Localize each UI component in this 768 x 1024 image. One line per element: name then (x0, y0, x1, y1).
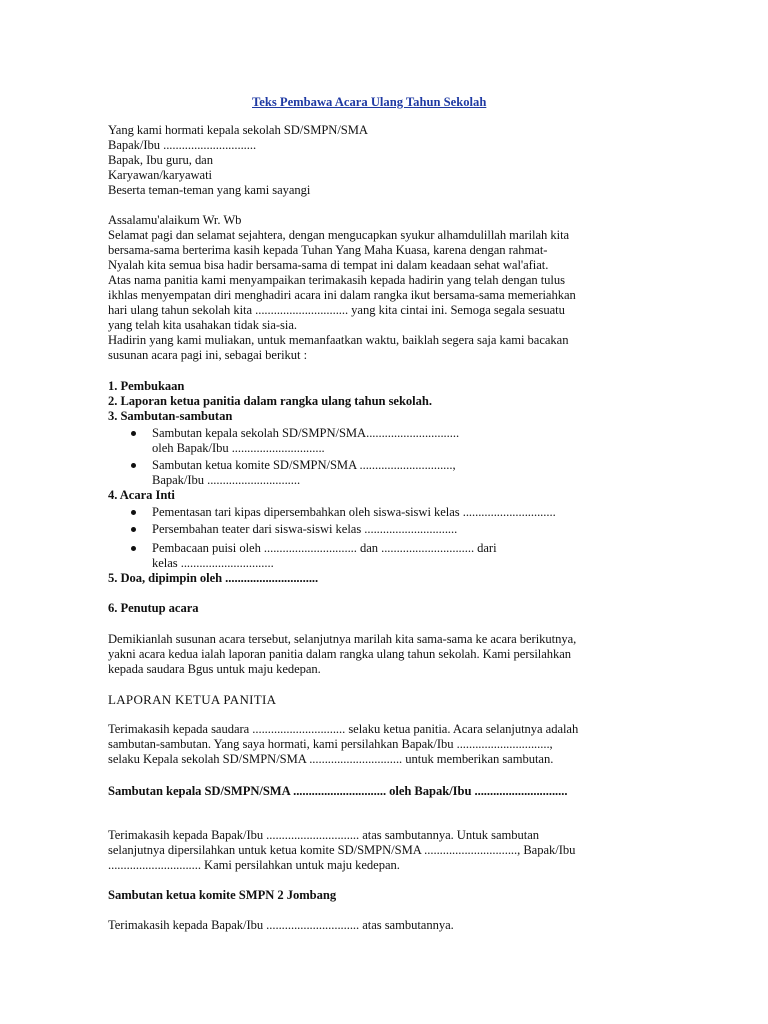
agenda-item-4: 4. Acara Inti (108, 488, 175, 502)
agenda-bullet: Sambutan ketua komite SD/SMPN/SMA .............................., (152, 458, 456, 472)
agenda-bullet: Sambutan kepala sekolah SD/SMPN/SMA.............................. (152, 426, 460, 440)
opening-line: Nyalah kita semua bisa hadir bersama-sama di tempat ini dalam keadaan sehat wal'afiat. (108, 258, 549, 272)
report-line: Terimakasih kepada saudara .............................. selaku ketua panitia. Acara selanjutnya adalah (108, 722, 579, 736)
bullet-icon (131, 546, 136, 551)
agenda-bullet: Pementasan tari kipas dipersembahkan oleh siswa-siswi kelas .............................. (152, 505, 556, 519)
greeting-line: Bapak, Ibu guru, dan (108, 153, 213, 167)
after-speech2-line: Terimakasih kepada Bapak/Ibu .............................. atas sambutannya. (108, 918, 454, 932)
after-speech1-line: selanjutnya dipersilahkan untuk ketua komite SD/SMPN/SMA .............................., Bapak/Ibu (108, 843, 576, 857)
agenda-bullet-continuation: kelas .............................. (152, 556, 274, 570)
opening-line: susunan acara pagi ini, sebagai berikut : (108, 348, 308, 362)
bullet-icon (131, 463, 136, 468)
report-line: selaku Kepala sekolah SD/SMPN/SMA .............................. untuk memberikan sambutan. (108, 752, 554, 766)
opening-line: Selamat pagi dan selamat sejahtera, dengan mengucapkan syukur alhamdulillah marilah kita (108, 228, 570, 242)
report-line: sambutan-sambutan. Yang saya hormati, kami persilahkan Bapak/Ibu .............................., (108, 737, 553, 751)
agenda-item-2: 2. Laporan ketua panitia dalam rangka ulang tahun sekolah. (108, 394, 432, 408)
opening-line: yang telah kita usahakan tidak sia-sia. (108, 318, 297, 332)
report-heading: LAPORAN KETUA PANITIA (108, 692, 277, 707)
greeting-line: Yang kami hormati kepala sekolah SD/SMPN/SMA (108, 123, 368, 137)
agenda-item-1: 1. Pembukaan (108, 379, 185, 393)
bullet-icon (131, 431, 136, 436)
bullet-icon (131, 527, 136, 532)
agenda-bullet-continuation: oleh Bapak/Ibu .............................. (152, 441, 325, 455)
speech1-heading: Sambutan kepala SD/SMPN/SMA .............................. oleh Bapak/Ibu .............................. (108, 784, 568, 798)
closing-line: yakni acara kedua ialah laporan panitia dalam rangka ulang tahun sekolah. Kami persilahkan (108, 647, 572, 661)
agenda-item-5: 5. Doa, dipimpin oleh .............................. (108, 571, 319, 585)
greeting-line: Bapak/Ibu .............................. (108, 138, 257, 152)
agenda-bullet-continuation: Bapak/Ibu .............................. (152, 473, 301, 487)
document-title: Teks Pembawa Acara Ulang Tahun Sekolah (252, 95, 487, 109)
after-speech1-line: .............................. Kami persilahkan untuk maju kedepan. (108, 858, 400, 872)
speech2-heading: Sambutan ketua komite SMPN 2 Jombang (108, 888, 337, 902)
greeting-line: Karyawan/karyawati (108, 168, 212, 182)
agenda-bullet: Pembacaan puisi oleh .............................. dan .............................. dari (152, 541, 497, 555)
after-speech1-line: Terimakasih kepada Bapak/Ibu .............................. atas sambutannya. Untuk sambutan (108, 828, 540, 842)
agenda-item-6: 6. Penutup acara (108, 601, 199, 615)
opening-line: hari ulang tahun sekolah kita .............................. yang kita cintai ini. Semoga segala sesuatu (108, 303, 565, 317)
greeting-line: Beserta teman-teman yang kami sayangi (108, 183, 311, 197)
bullet-icon (131, 510, 136, 515)
agenda-item-3: 3. Sambutan-sambutan (108, 409, 233, 423)
closing-line: Demikianlah susunan acara tersebut, selanjutnya marilah kita sama-sama ke acara berikutnya, (108, 632, 577, 646)
opening-line: ikhlas menyempatan diri menghadiri acara ini dalam rangka ikut bersama-sama memeriahkan (108, 288, 576, 302)
opening-line: Assalamu'alaikum Wr. Wb (108, 213, 242, 227)
opening-line: Hadirin yang kami muliakan, untuk memanfaatkan waktu, baiklah segera saja kami bacakan (108, 333, 569, 347)
opening-line: bersama-sama berterima kasih kepada Tuhan Yang Maha Kuasa, karena dengan rahmat- (108, 243, 548, 257)
closing-line: kepada saudara Bgus untuk maju kedepan. (108, 662, 321, 676)
opening-line: Atas nama panitia kami menyampaikan terimakasih kepada hadirin yang telah dengan tulus (108, 273, 565, 287)
agenda-bullet: Persembahan teater dari siswa-siswi kelas .............................. (152, 522, 458, 536)
